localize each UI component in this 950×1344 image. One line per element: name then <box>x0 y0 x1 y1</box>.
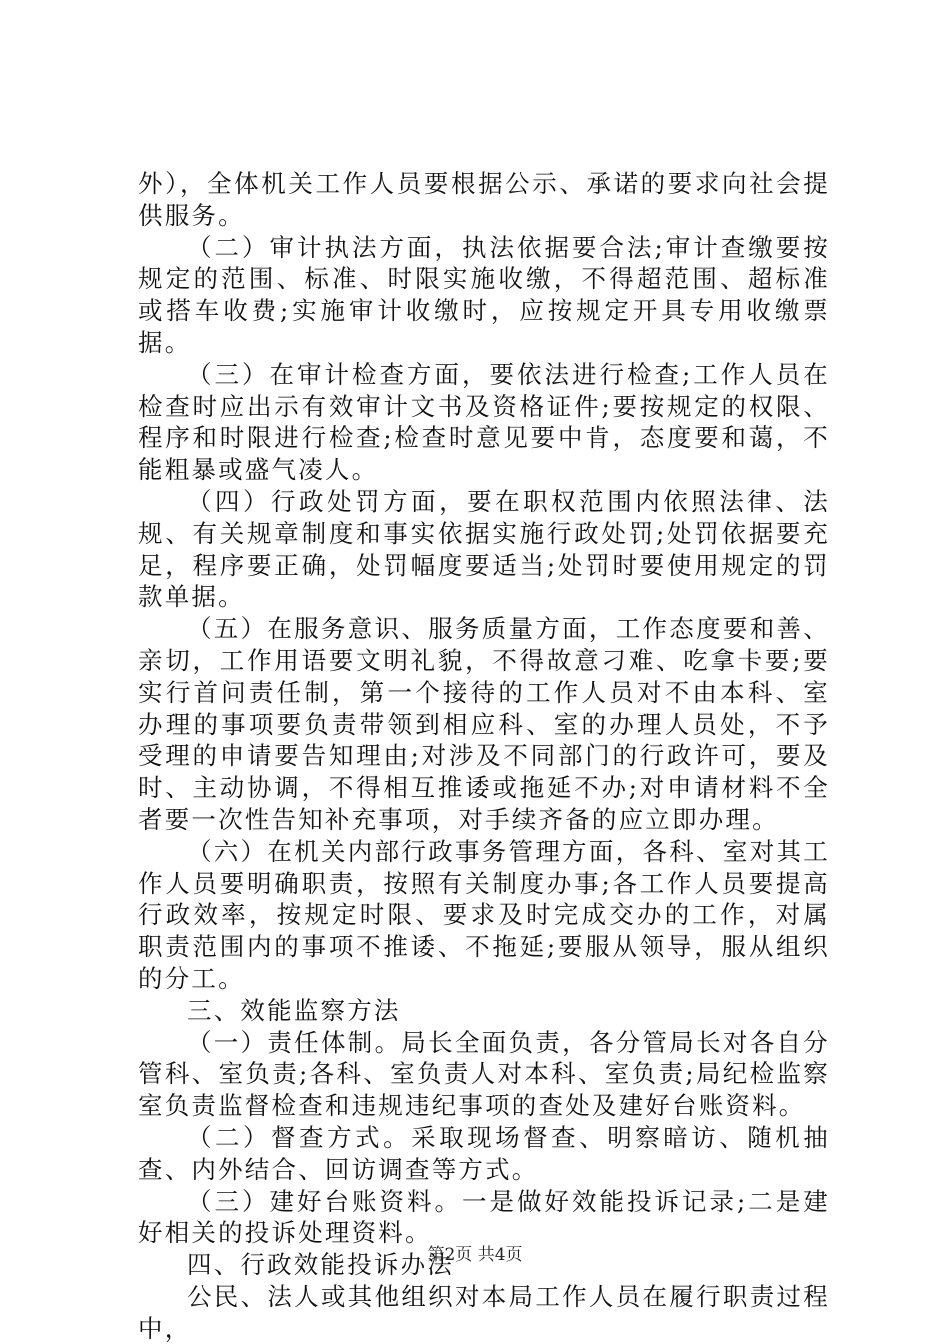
section-heading-complaint-procedure: 四、行政效能投诉办法 <box>187 1250 454 1280</box>
paragraph-audit-inspection: （三）在审计检查方面，要依法进行检查;工作人员在检查时应出示有效审计文书及资格证件;要按规定的权限、程序和时限进行检查;检查时意见要中肯，态度要和蔼，不能粗暴或盛气凌人。 <box>138 359 830 485</box>
paragraph-ledger-records: （三）建好台账资料。一是做好效能投诉记录;二是建好相关的投诉处理资料。 <box>138 1186 830 1248</box>
document-body <box>138 168 830 1344</box>
paragraph-service-quality: （五）在服务意识、服务质量方面，工作态度要和善、亲切，工作用语要文明礼貌，不得故意刁难、吃拿卡要;要实行首问责任制，第一个接待的工作人员对不由本科、室办理的事项要负责带领到相应科、室的办理人员处，不予受理的申请要告知理由;对涉及不同部门的行政许可，要及时、主动协调，不得相互推诿或拖延不办;对申请材料不全者要一次性告知补充事项，对手续齐备的应立即办理。 <box>138 614 830 834</box>
paragraph-responsibility-system: （一）责任体制。局长全面负责，各分管局长对各自分管科、室负责;各科、室负责人对本科、室负责;局纪检监察室负责监督检查和违规违纪事项的查处及建好台账资料。 <box>138 1027 830 1121</box>
paragraph-continuation: 外），全体机关工作人员要根据公示、承诺的要求向社会提供服务。 <box>138 169 830 230</box>
paragraph-audit-enforcement: （二）审计执法方面，执法依据要合法;审计查缴要按规定的范围、标准、时限实施收缴，不得超范围、超标准或搭车收费;实施审计收缴时，应按规定开具专用收缴票据。 <box>138 232 830 357</box>
page-number-footer: 第2页 共4页 <box>427 1245 523 1265</box>
paragraph-inspection-methods: （二）督查方式。采取现场督查、明察暗访、随机抽查、内外结合、回访调查等方式。 <box>138 1122 830 1184</box>
paragraph-administrative-penalty: （四）行政处罚方面，要在职权范围内依照法律、法规、有关规章制度和事实依据实施行政处罚;处罚依据要充足，程序要正确，处罚幅度要适当;处罚时要使用规定的罚款单据。 <box>138 486 830 612</box>
section-heading-supervision-methods: 三、效能监察方法 <box>187 995 401 1025</box>
paragraph-internal-affairs: （六）在机关内部行政事务管理方面，各科、室对其工作人员要明确职责，按照有关制度办事;各工作人员要提高行政效率，按规定时限、要求及时完成交办的工作，对属职责范围内的事项不推诿、不拖延;要服从领导，服从组织的分工。 <box>138 836 830 993</box>
paragraph-complaint-intro: 公民、法人或其他组织对本局工作人员在履行职责过程中， <box>138 1281 830 1343</box>
